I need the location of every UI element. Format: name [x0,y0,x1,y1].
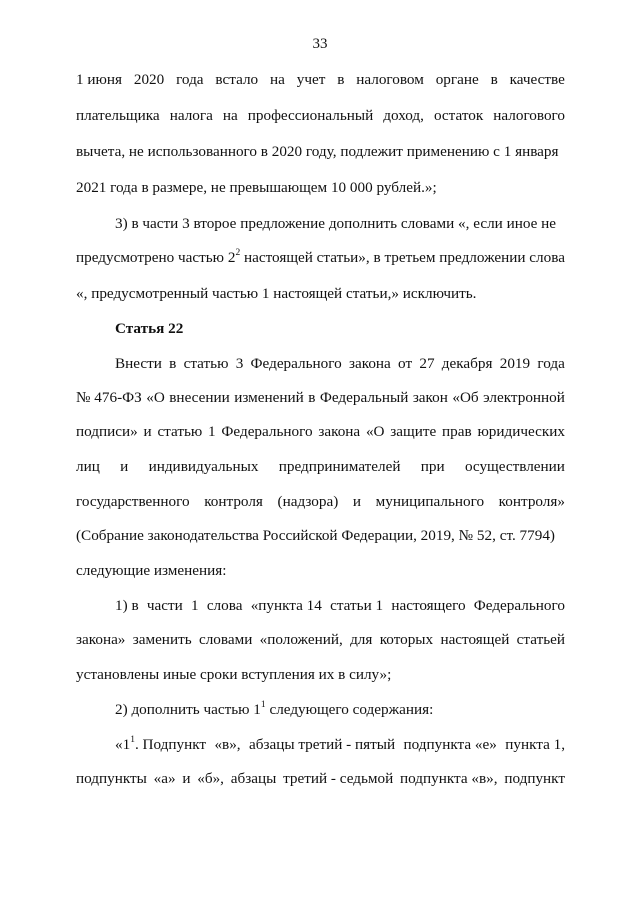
text-segment: осуществлении [464,458,565,475]
text-segment: при [420,458,445,475]
text-segment: слова [206,597,243,614]
text-segment: и [120,458,129,475]
text-segment: «положений, [259,631,343,648]
text-line [115,596,565,616]
text-line [76,388,565,408]
text-segment: вычета, не использованного в 2020 году, подлежит применению с 1 января [76,143,559,160]
text-segment: третий - седьмой [283,770,394,787]
text-segment: на [222,107,238,124]
text-segment: внесении [169,389,230,406]
text-segment: статью [183,355,229,372]
text-segment: 2021 года в размере, не превышающем 10 000 рублей.»; [76,179,437,196]
text-segment: в [490,71,498,88]
text-segment: юридических [477,423,565,440]
text-line [76,178,565,198]
text-segment: подпункта «е» [403,736,497,753]
text-line [76,561,565,581]
text-segment: закона [348,355,391,372]
text-segment: абзацы [230,770,277,787]
text-segment: 3 [235,355,244,372]
text-segment: абзацы третий - пятый [248,736,396,753]
text-segment: 1) в [115,597,139,614]
text-segment: настоящего [391,597,466,614]
text-segment: качестве [509,71,565,88]
text-line: 2) дополнить частью $1^1$ следующего содержания: [115,700,434,718]
text-line [76,422,565,442]
text-segment: подпункт [504,770,565,787]
text-segment: налоговом [356,71,424,88]
text-line [76,248,565,268]
article-heading: Статья 22 [115,320,184,337]
text-segment: «в», [214,736,241,753]
text-segment: года [537,355,565,372]
text-line [76,70,565,90]
text-segment: плательщика [76,107,160,124]
text-segment: подпункта «в», [399,770,498,787]
text-segment: контроля [204,493,263,510]
text-segment: доход, [383,107,424,124]
text-segment: (Собрание законодательства Российской Федерации, 2019, № 52, ст. 7794) [76,527,555,544]
text-segment: и [352,493,362,510]
text-segment: встало [215,71,259,88]
text-segment: налогового [493,107,565,124]
text-segment: 27 [419,355,435,372]
text-segment: контроля» [498,493,565,510]
text-segment: электронной [483,389,565,406]
text-segment: статьи 1 [330,597,384,614]
text-segment: части [146,597,183,614]
text-segment: словами [198,631,253,648]
text-segment: 1 [190,597,199,614]
text-segment: настоящей [440,631,510,648]
text-segment: учет [296,71,326,88]
text-segment: которых [379,631,434,648]
text-segment: предусмотрено частью $2^2$ настоящей статьи», в третьем предложении слова [76,248,565,266]
page-number: 33 [312,36,328,52]
text-segment: предпринимателей [278,458,401,475]
text-line [76,457,565,477]
text-segment: года [176,71,204,88]
text-segment: в [337,71,345,88]
text-segment: Федерального [473,597,565,614]
text-line [76,526,565,546]
text-segment: Федерального [250,355,342,372]
text-segment: следующие изменения: [76,562,227,579]
text-segment: закона [318,423,361,440]
text-segment: и [182,770,191,787]
text-segment: «, предусмотренный частью 1 настоящей статьи,» исключить. [76,285,477,302]
text-segment: 2019 [499,355,531,372]
text-segment: Федерального [221,423,313,440]
text-segment: 2020 [133,71,165,88]
text-segment: остаток [433,107,484,124]
text-segment: лиц [76,458,100,475]
text-line [115,354,565,374]
text-line [115,214,565,234]
text-line [76,106,565,126]
text-segment: муниципального [375,493,485,510]
text-segment: для [350,631,373,648]
text-segment: «$1^1$. Подпункт [115,735,207,753]
text-segment: 1 июня [76,71,122,88]
text-segment: «пункта 14 [250,597,322,614]
text-segment: статью [157,423,203,440]
text-segment: «а» [153,770,176,787]
text-segment: «О [146,389,165,406]
text-segment: в [308,389,316,406]
text-segment: на [269,71,285,88]
text-line [76,284,565,304]
text-line [76,769,565,789]
text-segment: в [169,355,177,372]
text-line [115,735,565,755]
text-segment: изменений [234,389,304,406]
text-segment: закон [412,389,448,406]
text-line [76,492,565,512]
text-segment: государственного [76,493,190,510]
text-segment: статьей [516,631,565,648]
superscript: 2 [235,248,241,258]
text-segment: «б», [197,770,224,787]
text-segment: от [398,355,413,372]
text-segment: органе [435,71,479,88]
text-segment: прав [442,423,472,440]
text-segment: заменить [132,631,192,648]
text-segment: установлены иные сроки вступления их в силу»; [76,666,392,683]
text-segment: Внести [115,355,162,372]
text-segment: «О [365,423,385,440]
superscript: 1 [130,735,135,745]
superscript: 1 [260,700,266,710]
text-segment: и [143,423,152,440]
text-segment: профессиональный [247,107,374,124]
text-segment: защите [390,423,437,440]
text-segment: Федеральный [319,389,409,406]
text-segment: № 476-ФЗ [76,389,142,406]
text-segment: пункта 1, [505,736,565,753]
text-segment: индивидуальных [148,458,259,475]
text-segment: закона» [76,631,126,648]
text-segment: подписи» [76,423,138,440]
text-segment: «Об [452,389,479,406]
text-segment: подпункты [76,770,147,787]
text-line [76,665,565,685]
text-segment: (надзора) [277,493,339,510]
text-segment: 3) в части 3 второе предложение дополнить словами «, если иное не [115,215,557,232]
text-segment: налога [169,107,213,124]
text-line [76,142,565,162]
text-line [76,630,565,650]
text-segment: 1 [208,423,216,440]
text-segment: декабря [441,355,493,372]
